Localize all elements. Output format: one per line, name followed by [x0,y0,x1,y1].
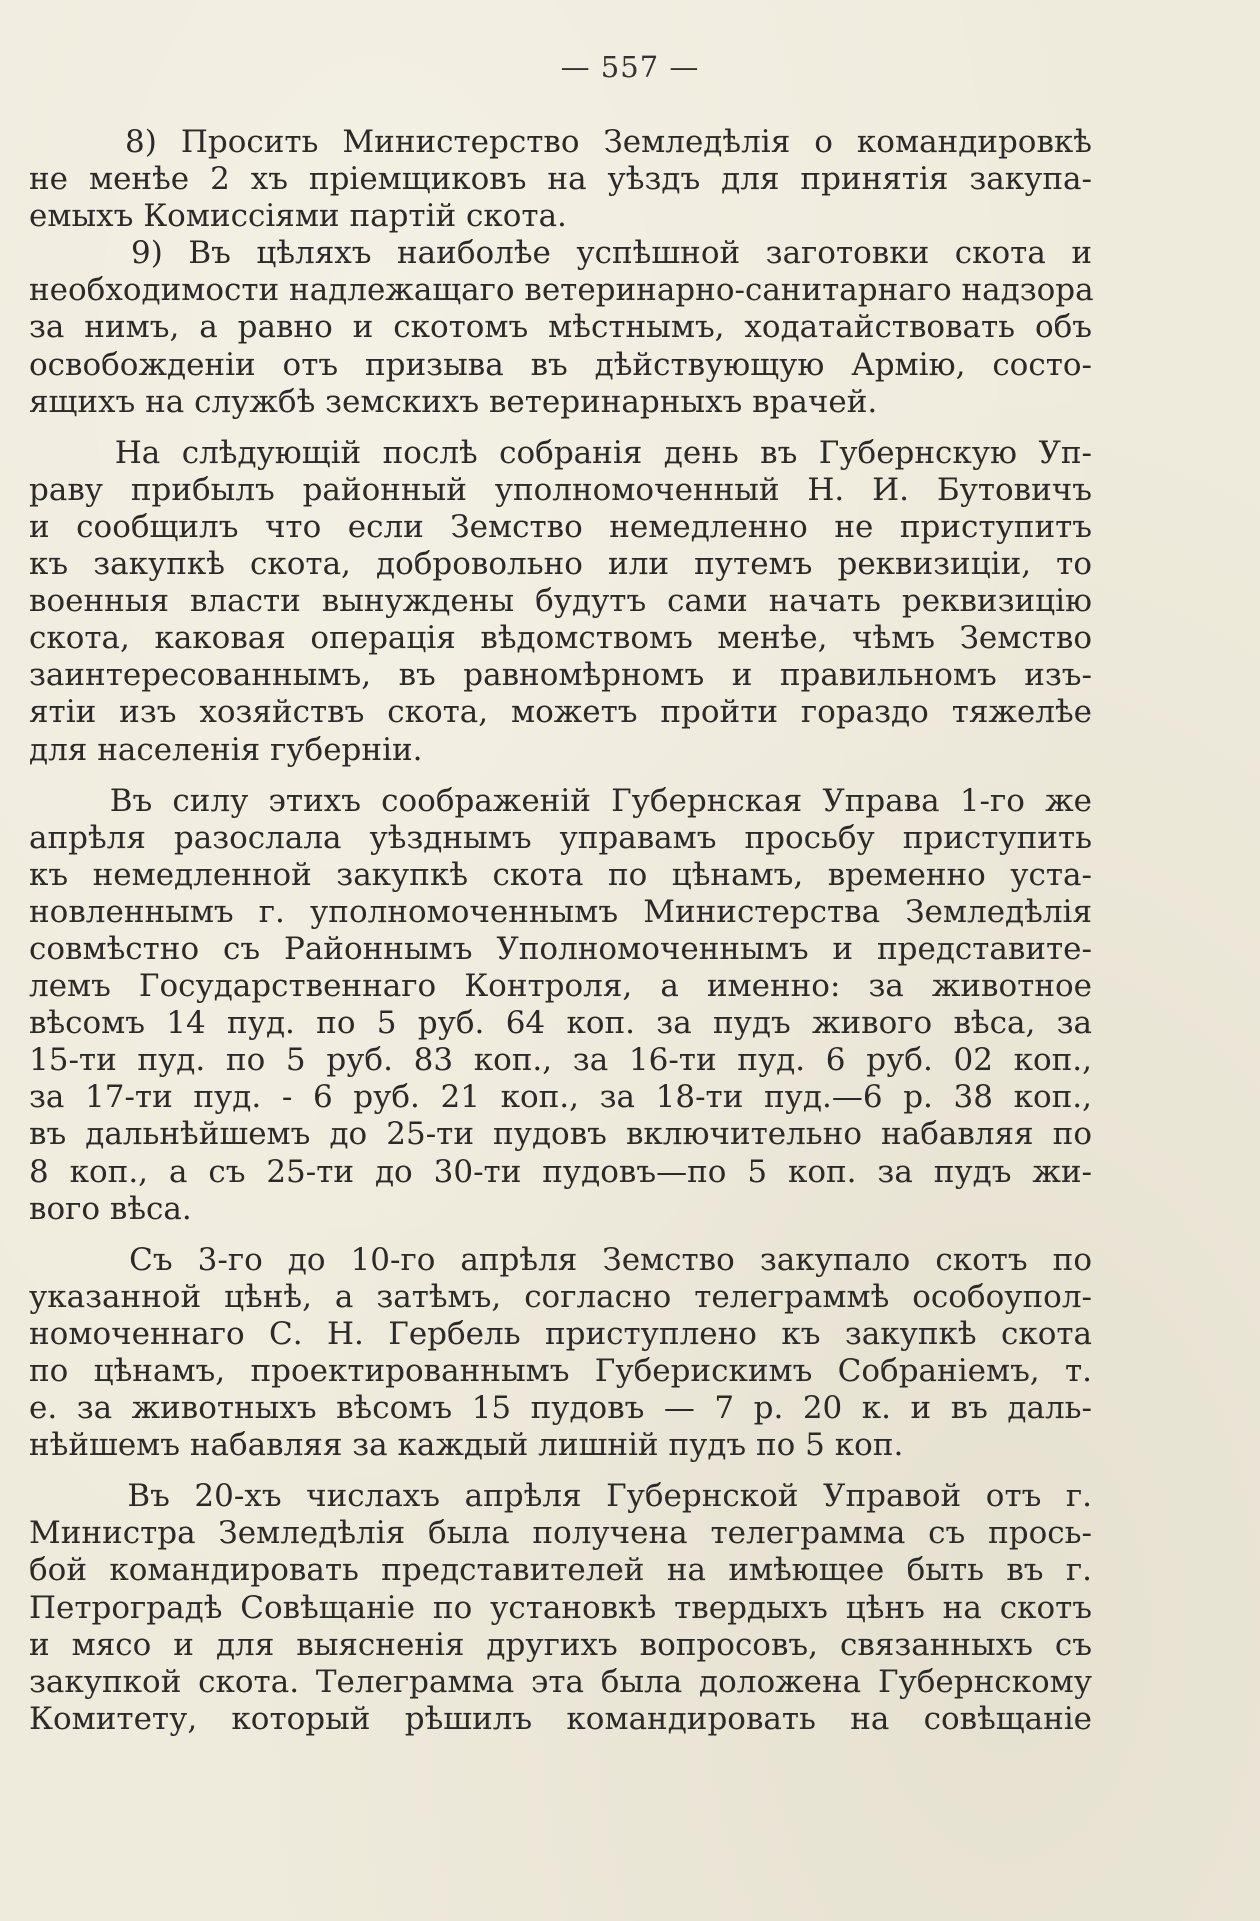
text-line: за нимъ, а равно и скотомъ мѣстнымъ, ходатайствовать объ [29,309,1092,346]
paragraph-prices [29,783,1092,1228]
text-line: апрѣля разослала уѣзднымъ управамъ просьбу приступить [29,819,1092,856]
text-line: ятіи изъ хозяйствъ скота, можетъ пройти гораздо тяжелѣе [29,694,1092,731]
text-line: не менѣе 2 хъ пріемщиковъ на уѣздъ для принятія закупа- [29,161,1092,198]
text-line: вѣсомъ 14 пуд. по 5 руб. 64 коп. за пудъ живого вѣса, за [29,1005,1092,1042]
text-line: Съ 3-го до 10-го апрѣля Земство закупало скотъ по [29,1241,1092,1278]
text-line: лемъ Государственнаго Контроля, а именно: за животное [29,968,1092,1005]
text-line: необходимости надлежащаго ветеринарно-санитарнаго надзора [29,272,1094,309]
text-line: вого вѣса. [29,1190,192,1227]
paragraph-gap [29,1228,1092,1242]
text-line: къ немедленной закупкѣ скота по цѣнамъ, временно уста- [29,856,1092,893]
text-line: На слѣдующій послѣ собранія день въ Губернскую Уп- [29,434,1092,471]
text-line: емыхъ Комиссіями партій скота. [29,198,567,235]
text-line: закупкой скота. Телеграмма эта была доложена Губернскому [29,1663,1092,1700]
text-line: къ закупкѣ скота, добровольно или путемъ реквизиціи, то [29,546,1092,583]
text-line: совмѣстно съ Районнымъ Уполномоченнымъ и представите- [29,930,1092,967]
text-line: 15-ти пуд. по 5 руб. 83 коп., за 16-ти пуд. 6 руб. 02 коп., [29,1042,1092,1079]
text-line: за 17-ти пуд. - 6 руб. 21 коп., за 18-ти пуд.—6 р. 38 коп., [29,1079,1092,1116]
page-number: — 557 — [560,50,700,84]
text-line: 8 коп., а съ 25-ти до 30-ти пудовъ—по 5 коп. за пудъ жи- [29,1153,1092,1190]
text-line: Въ силу этихъ соображеній Губернская Управа 1-го же [29,782,1092,819]
text-line: и мясо и для выясненія другихъ вопросовъ, связанныхъ съ [29,1626,1092,1663]
text-line: нѣйшемъ набавляя за каждый лишній пудъ по 5 коп. [29,1427,904,1464]
paragraph-gap [29,1464,1092,1478]
text-line: раву прибылъ районный уполномоченный Н. И. Бутовичъ [29,471,1092,508]
paragraph-item-8 [29,124,1092,235]
text-line: Петроградѣ Совѣщаніе по установкѣ твердыхъ цѣнъ на скотъ [29,1589,1092,1626]
paragraph-telegram [29,1478,1092,1738]
paragraph-gap [29,769,1092,783]
text-line: скота, каковая операція вѣдомствомъ менѣе, чѣмъ Земство [29,620,1092,657]
text-line: заинтересованнымъ, въ равномѣрномъ и правильномъ изъ- [29,657,1092,694]
paragraph-item-9 [29,235,1092,420]
text-line: по цѣнамъ, проектированнымъ Губерискимъ Собраніемъ, т. [29,1353,1092,1389]
text-line: Министра Земледѣлія была получена телеграмма съ прось- [29,1515,1092,1552]
text-line: Въ 20-хъ числахъ апрѣля Губернской Управой отъ г. [29,1478,1092,1515]
text-line: е. за животныхъ вѣсомъ 15 пудовъ — 7 р. 20 к. и въ даль- [29,1390,1092,1427]
text-line: освобожденіи отъ призыва въ дѣйствующую Армію, состо- [29,346,1092,383]
text-line: номоченнаго С. Н. Гербель приступлено къ закупкѣ скота [29,1315,1092,1352]
text-line: бой командировать представителей на имѣющее быть въ г. [29,1552,1092,1589]
paragraph-april [29,1242,1092,1465]
text-line: указанной цѣнѣ, а затѣмъ, согласно телеграммѣ особоупол- [29,1278,1092,1315]
text-line: для населенія губерніи. [29,731,423,768]
body-text [29,124,1092,1738]
text-line: ящихъ на службѣ земскихъ ветеринарныхъ врачей. [29,383,878,420]
text-line: и сообщилъ что если Земство немедленно не приступитъ [29,508,1092,545]
paragraph-gap [29,421,1092,435]
text-line: Комитету, который рѣшилъ командировать на совѣщаніе [29,1700,1092,1737]
text-line: въ дальнѣйшемъ до 25-ти пудовъ включительно набавляя по [29,1116,1092,1153]
text-line: 8) Просить Министерство Земледѣлія о командировкѣ [29,124,1092,160]
paragraph-butovich [29,435,1092,769]
text-line: новленнымъ г. уполномоченнымъ Министерства Земледѣлія [29,893,1092,930]
text-line: 9) Въ цѣляхъ наиболѣе успѣшной заготовки скота и [29,235,1092,272]
text-line: военныя власти вынуждены будутъ сами начать реквизицію [29,583,1092,620]
